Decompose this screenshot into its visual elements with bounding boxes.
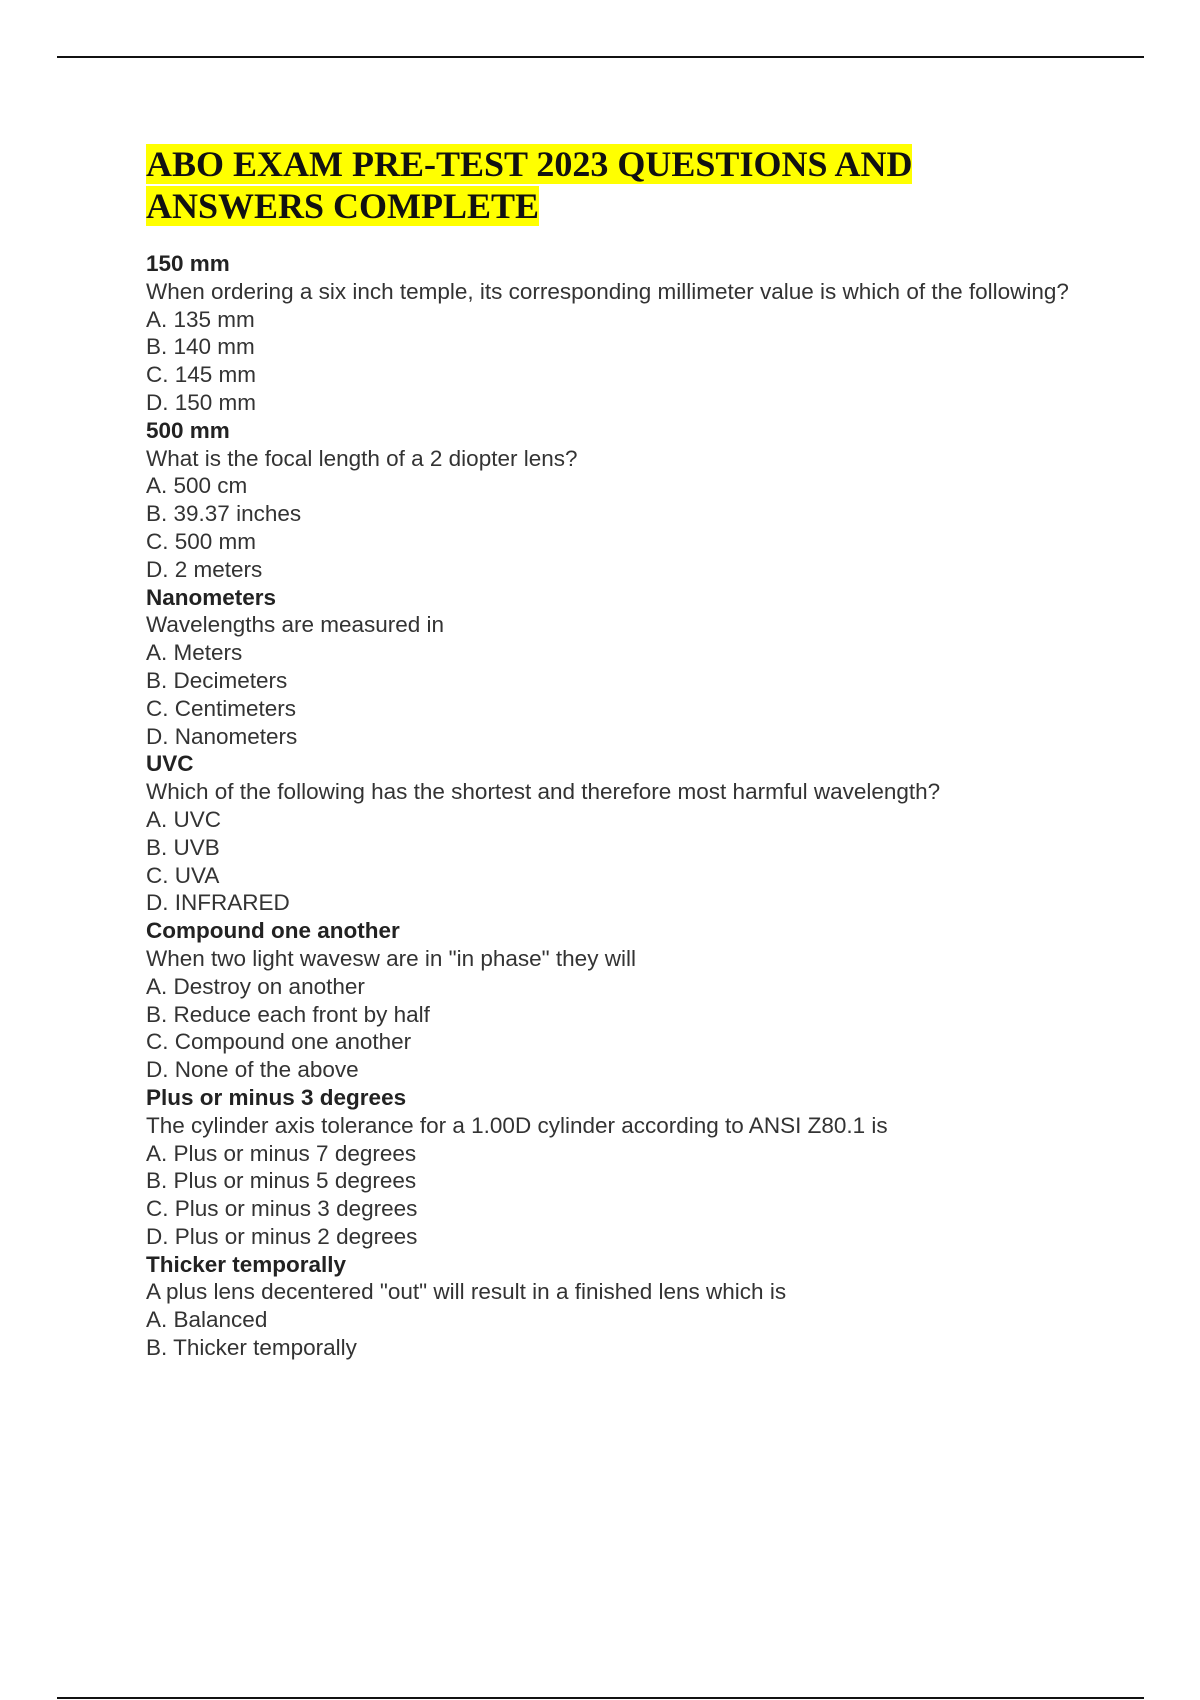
- answer-heading: 500 mm: [146, 417, 230, 443]
- answer-heading: UVC: [146, 751, 194, 777]
- option-d: D. 2 meters: [146, 556, 263, 582]
- option-d: D. Plus or minus 2 degrees: [146, 1223, 418, 1249]
- qa-item: [146, 417, 1106, 584]
- qa-item: [146, 1251, 1106, 1362]
- option-a: A. Plus or minus 7 degrees: [146, 1140, 417, 1166]
- question-text: Wavelengths are measured in: [146, 612, 445, 638]
- title-line-2: ANSWERS COMPLETE: [146, 186, 540, 226]
- question-text: A plus lens decentered "out" will result in a finished lens which is: [146, 1279, 787, 1305]
- top-rule: [57, 56, 1144, 58]
- option-c: C. UVA: [146, 862, 220, 888]
- option-d: D. Nanometers: [146, 723, 298, 749]
- question-text: When ordering a six inch temple, its corresponding millimeter value is which of the following?: [146, 278, 1069, 304]
- answer-heading: 150 mm: [146, 251, 230, 276]
- answer-heading: Plus or minus 3 degrees: [146, 1084, 407, 1110]
- qa-item: [146, 917, 1106, 1084]
- question-text: When two light wavesw are in "in phase" they will: [146, 945, 636, 971]
- option-b: B. Reduce each front by half: [146, 1001, 430, 1027]
- option-a: A. Destroy on another: [146, 973, 365, 999]
- option-a: A. 500 cm: [146, 473, 248, 499]
- title-line-1: ABO EXAM PRE-TEST 2023 QUESTIONS AND: [146, 144, 913, 184]
- page-content: [146, 143, 1106, 1362]
- option-d: D. None of the above: [146, 1057, 359, 1083]
- option-c: C. Compound one another: [146, 1029, 412, 1055]
- qa-item: [146, 250, 1106, 417]
- option-a: A. Balanced: [146, 1307, 268, 1333]
- qa-item: [146, 584, 1106, 751]
- qa-list: [146, 250, 1106, 1362]
- option-b: B. 39.37 inches: [146, 501, 302, 527]
- option-a: A. UVC: [146, 806, 222, 832]
- option-c: C. Centimeters: [146, 695, 297, 721]
- option-c: C. 145 mm: [146, 362, 257, 388]
- question-text: The cylinder axis tolerance for a 1.00D cylinder according to ANSI Z80.1 is: [146, 1112, 888, 1138]
- answer-heading: Thicker temporally: [146, 1251, 347, 1277]
- answer-heading: Nanometers: [146, 584, 277, 610]
- qa-item: [146, 1084, 1106, 1251]
- option-b: B. Thicker temporally: [146, 1335, 357, 1361]
- option-c: C. 500 mm: [146, 528, 257, 554]
- option-c: C. Plus or minus 3 degrees: [146, 1196, 418, 1222]
- qa-item: [146, 750, 1106, 917]
- option-b: B. Plus or minus 5 degrees: [146, 1168, 417, 1194]
- option-b: B. Decimeters: [146, 667, 288, 693]
- question-text: Which of the following has the shortest and therefore most harmful wavelength?: [146, 779, 941, 805]
- question-text: What is the focal length of a 2 diopter lens?: [146, 445, 578, 471]
- answer-heading: Compound one another: [146, 918, 400, 944]
- option-d: D. INFRARED: [146, 890, 290, 916]
- option-a: A. 135 mm: [146, 306, 255, 332]
- option-a: A. Meters: [146, 640, 243, 666]
- option-d: D. 150 mm: [146, 389, 257, 415]
- document-title: [146, 143, 1106, 227]
- option-b: B. UVB: [146, 834, 220, 860]
- bottom-rule: [57, 1697, 1144, 1699]
- option-b: B. 140 mm: [146, 334, 255, 360]
